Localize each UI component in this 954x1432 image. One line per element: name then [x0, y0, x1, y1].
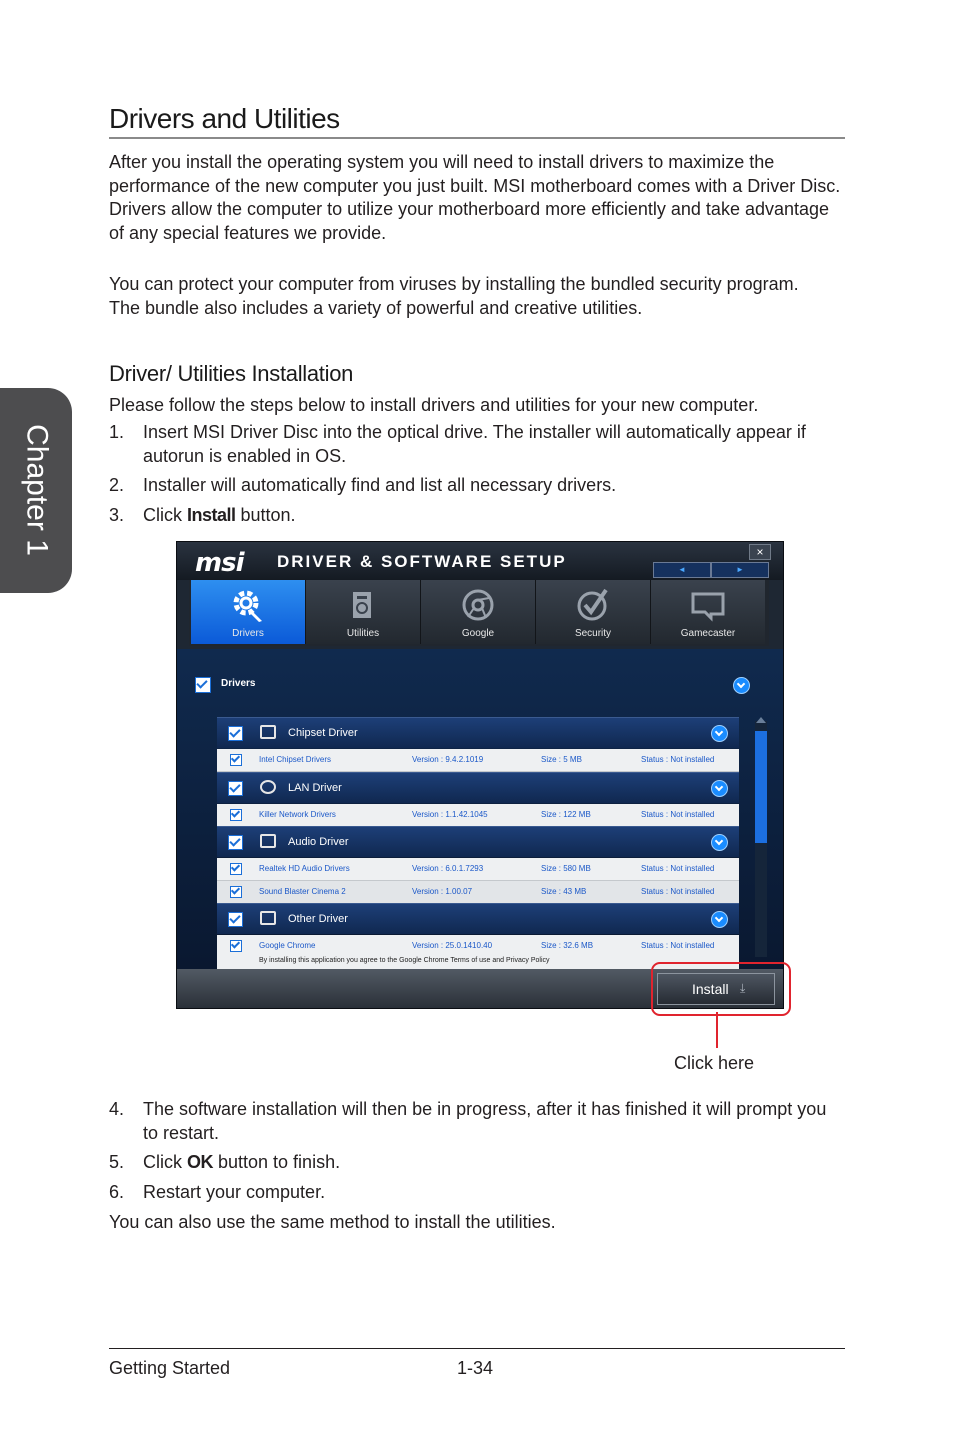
step-text-pre: Click: [143, 505, 187, 525]
step-4: [109, 1098, 845, 1146]
footer-rule: [109, 1348, 845, 1349]
tab-security[interactable]: [536, 580, 651, 644]
row-checkbox[interactable]: [230, 809, 242, 821]
section-name: Audio Driver: [288, 836, 349, 848]
step-text-post: button to finish.: [213, 1152, 341, 1172]
driver-size: Size : 580 MB: [541, 864, 591, 873]
driver-name: Realtek HD Audio Drivers: [259, 864, 350, 873]
install-label: Install: [692, 981, 729, 997]
drivers-label: Drivers: [221, 678, 256, 689]
intro-paragraph-1: After you install the operating system you will need to install drivers to maximize the performance of the new computer you just built. MSI motherboard comes with a Driver Disc. Drivers allow the computer to utilize your motherboard more efficiently and take advantage of any special features we provide.: [109, 152, 841, 243]
footer-section: Getting Started: [109, 1358, 231, 1378]
step-text: Restart your computer.: [143, 1182, 326, 1202]
section-checkbox[interactable]: [228, 726, 243, 741]
intro-paragraph-2: You can protect your computer from viruses by installing the bundled security program. The bundle also includes a variety of powerful and creative utilities.: [109, 274, 799, 318]
driver-row[interactable]: [217, 804, 739, 827]
step-text-pre: Click: [143, 1152, 187, 1172]
row-checkbox[interactable]: [230, 863, 242, 875]
step-number: 6.: [109, 1182, 125, 1202]
network-icon: [260, 780, 276, 794]
section-other[interactable]: [217, 903, 739, 934]
driver-size: Size : 122 MB: [541, 810, 591, 819]
callout-line: [716, 1012, 718, 1048]
driver-name: Google Chrome: [259, 941, 316, 950]
row-checkbox[interactable]: [230, 886, 242, 898]
driver-version: Version : 6.0.1.7293: [412, 864, 484, 873]
expand-icon[interactable]: [711, 725, 728, 742]
section-checkbox[interactable]: [228, 835, 243, 850]
chapter-label: Chapter 1: [20, 424, 54, 556]
gear-hand-icon: [229, 586, 267, 624]
utility-box-icon: [344, 586, 382, 624]
chrome-icon: [459, 586, 497, 624]
title-rule: [109, 137, 845, 139]
driver-size: Size : 43 MB: [541, 887, 587, 896]
step-6: [109, 1181, 845, 1205]
step-number: 4.: [109, 1099, 125, 1119]
speaker-icon: [260, 834, 276, 848]
app-title: DRIVER & SOFTWARE SETUP: [277, 552, 567, 571]
drivers-checkbox[interactable]: [195, 677, 211, 693]
step-5: [109, 1151, 845, 1175]
tab-label: Gamecaster: [680, 628, 736, 639]
step-text-post: button.: [235, 505, 296, 525]
step-2: [109, 474, 845, 498]
step-1: [109, 421, 845, 469]
section-checkbox[interactable]: [228, 912, 243, 927]
step-number: 2.: [109, 475, 125, 495]
download-icon: ⤓: [740, 981, 746, 995]
driver-size: Size : 5 MB: [541, 755, 582, 764]
driver-status: Status : Not installed: [641, 864, 715, 873]
driver-row[interactable]: [217, 749, 739, 772]
screen-icon: [689, 586, 727, 624]
check-shield-icon: [574, 586, 612, 624]
driver-status: Status : Not installed: [641, 887, 715, 896]
driver-version: Version : 25.0.1410.40: [412, 941, 493, 950]
callout-text: Click here: [674, 1053, 755, 1073]
step-number: 1.: [109, 422, 125, 442]
step-text: [143, 1151, 845, 1175]
tab-utilities[interactable]: [306, 580, 421, 644]
step-text: Insert MSI Driver Disc into the optical drive. The installer will automatically appear if autorun is enabled in OS.: [143, 422, 806, 466]
tab-bar: [189, 580, 769, 646]
step-number: 5.: [109, 1152, 125, 1172]
row-checkbox[interactable]: [230, 940, 242, 952]
install-keyword: Install: [187, 505, 236, 525]
driver-version: Version : 1.1.42.1045: [412, 810, 488, 819]
driver-status: Status : Not installed: [641, 941, 715, 950]
tab-label: Drivers: [232, 628, 264, 639]
tab-label: Security: [574, 628, 612, 639]
step-text: The software installation will then be in progress, after it has finished it will prompt you to restart.: [143, 1099, 827, 1143]
title-bar: [177, 542, 783, 580]
close-button[interactable]: ×: [749, 544, 771, 560]
step-text: [143, 504, 845, 528]
driver-list: [217, 717, 739, 969]
driver-row[interactable]: [217, 881, 739, 904]
row-checkbox[interactable]: [230, 754, 242, 766]
tab-label: Utilities: [346, 628, 380, 639]
driver-size: Size : 32.6 MB: [541, 941, 594, 950]
expand-icon[interactable]: [711, 780, 728, 797]
prev-button[interactable]: ◄: [653, 562, 711, 578]
page-title: Drivers and Utilities: [109, 103, 340, 134]
driver-status: Status : Not installed: [641, 810, 715, 819]
ok-keyword: OK: [187, 1152, 213, 1172]
section-checkbox[interactable]: [228, 781, 243, 796]
install-highlight: [651, 962, 791, 1016]
steps-intro: Please follow the steps below to install drivers and utilities for your new computer.: [109, 395, 759, 415]
drive-icon: [260, 911, 276, 925]
section-audio[interactable]: [217, 826, 739, 857]
expand-icon[interactable]: [711, 911, 728, 928]
tab-google[interactable]: [421, 580, 536, 644]
driver-version: Version : 9.4.2.1019: [412, 755, 484, 764]
step-number: 3.: [109, 505, 125, 525]
section-name: Other Driver: [288, 913, 348, 925]
driver-setup-window: [176, 541, 784, 1009]
tab-drivers[interactable]: [191, 580, 306, 644]
section-heading: Driver/ Utilities Installation: [109, 361, 354, 386]
driver-name: Intel Chipset Drivers: [259, 755, 332, 764]
section-chipset[interactable]: [217, 717, 739, 748]
tab-label: Google: [461, 628, 495, 639]
chip-icon: [260, 725, 276, 739]
section-name: Chipset Driver: [288, 727, 358, 739]
expand-drivers-icon[interactable]: [733, 677, 750, 694]
closing-text: You can also use the same method to install the utilities.: [109, 1212, 556, 1232]
driver-name: Sound Blaster Cinema 2: [259, 887, 346, 896]
driver-version: Version : 1.00.07: [412, 887, 473, 896]
driver-name: Killer Network Drivers: [259, 810, 336, 819]
step-text: Installer will automatically find and list all necessary drivers.: [143, 475, 617, 495]
msi-logo: msi: [195, 548, 244, 578]
page-number: 1-34: [457, 1358, 494, 1378]
section-lan[interactable]: [217, 772, 739, 803]
expand-icon[interactable]: [711, 834, 728, 851]
agreement-text: By installing this application you agree to the Google Chrome Terms of use and Privacy Policy: [259, 957, 550, 964]
scroll-up-icon[interactable]: [756, 717, 766, 723]
drivers-panel: [177, 649, 783, 969]
tab-gamecaster[interactable]: [651, 580, 765, 644]
next-button[interactable]: ►: [711, 562, 769, 578]
section-name: LAN Driver: [288, 782, 342, 794]
driver-row[interactable]: [217, 858, 739, 881]
step-3: [109, 504, 845, 528]
driver-status: Status : Not installed: [641, 755, 715, 764]
scrollbar-thumb[interactable]: [755, 731, 767, 843]
